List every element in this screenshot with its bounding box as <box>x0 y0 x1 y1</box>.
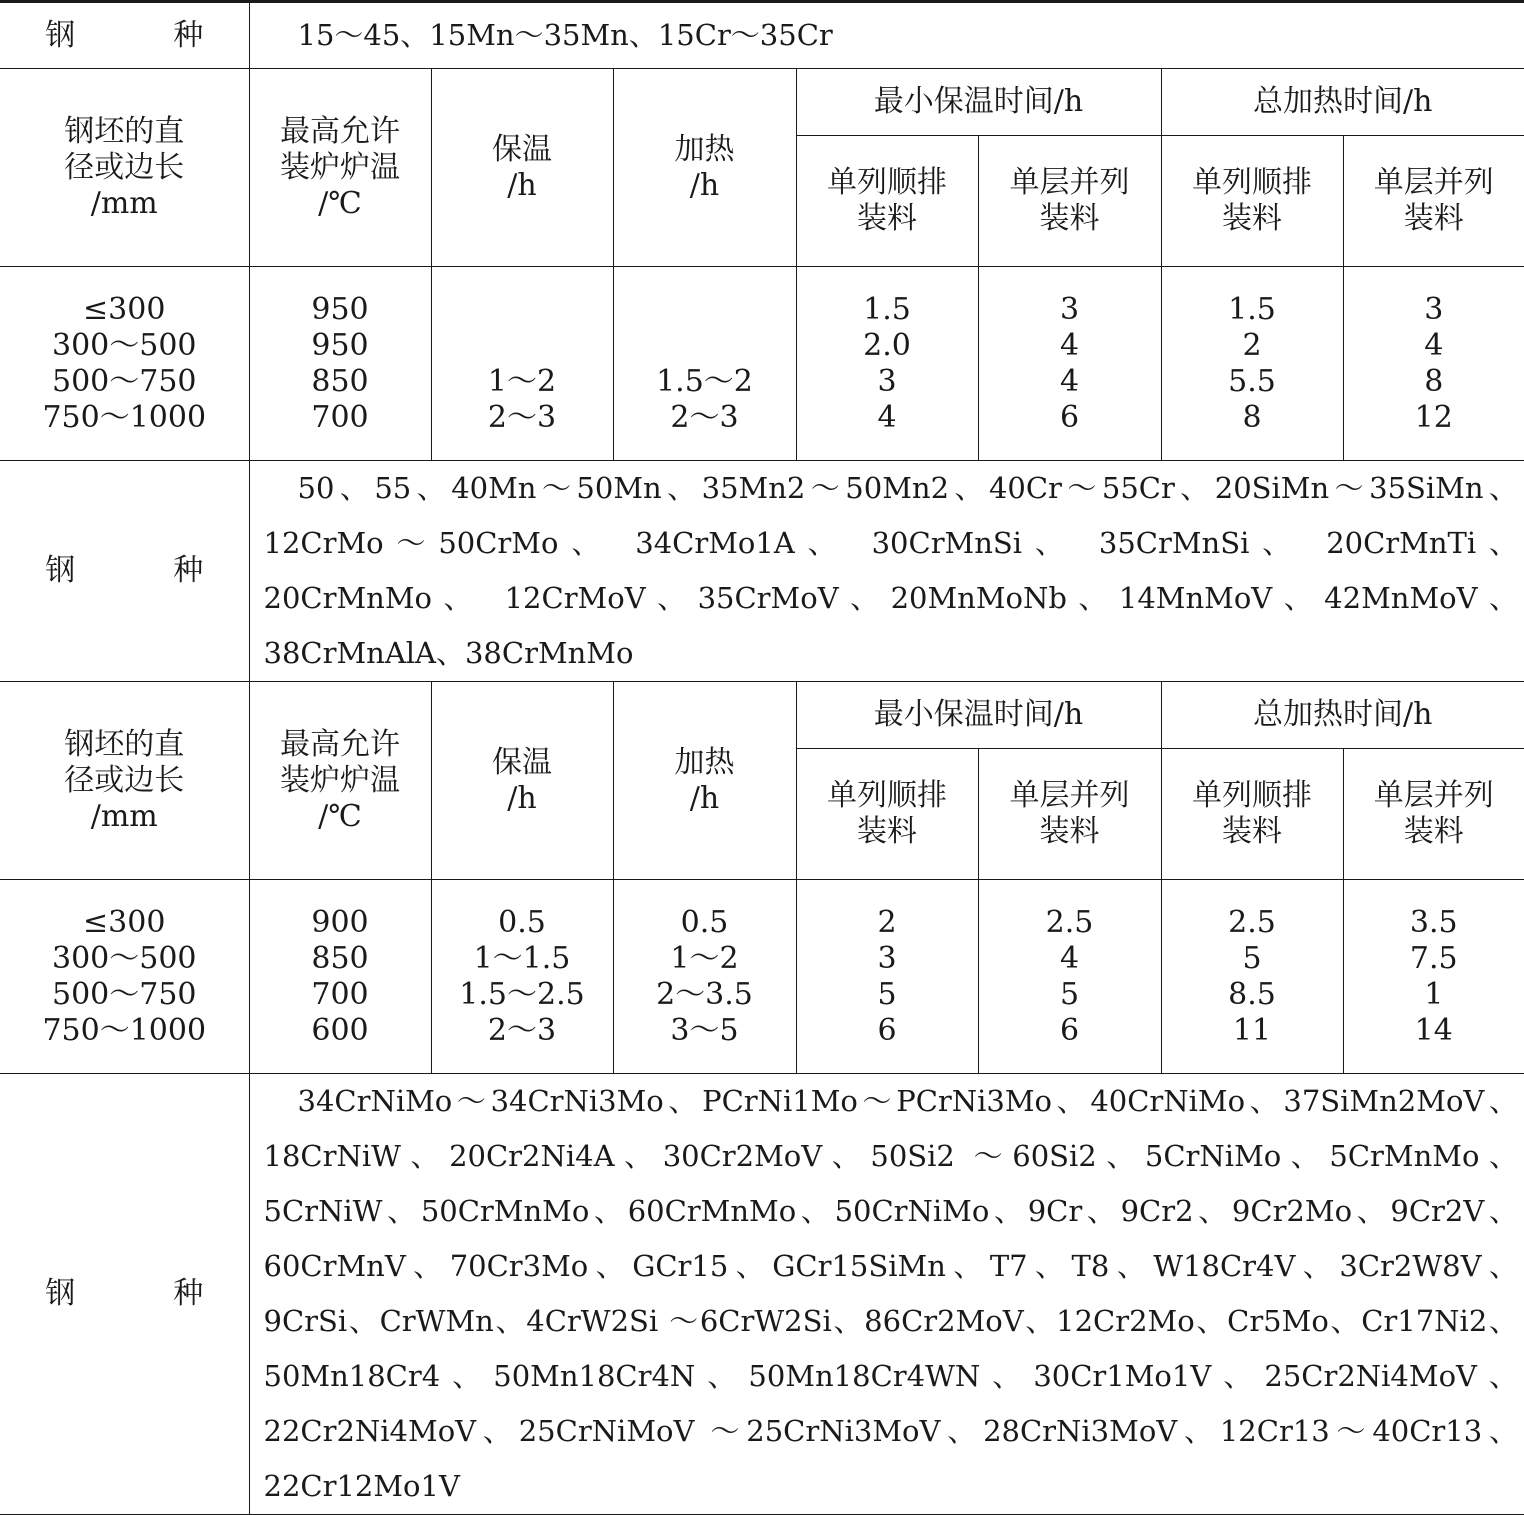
min-hold-row-column: 1.5 2.0 3 4 <box>796 267 978 461</box>
max-temp-column: 900 850 700 600 <box>249 880 431 1074</box>
header-row <box>0 69 1524 136</box>
data-row <box>0 267 1524 461</box>
steel-grade-cell <box>249 461 1524 682</box>
diameter-column: ≤300 300～500 500～750 750～1000 <box>0 880 249 1074</box>
header-total-heat-time: 总加热时间/h <box>1161 682 1524 749</box>
header-heating: 加热 /h <box>613 682 796 880</box>
total-heat-layer-column: 3.5 7.5 1 14 <box>1343 880 1524 1074</box>
header-min-hold-time: 最小保温时间/h <box>796 69 1161 136</box>
header-single-row: 单列顺排 装料 <box>796 136 978 267</box>
min-hold-row-column: 2 3 5 6 <box>796 880 978 1074</box>
header-heating: 加热 /h <box>613 69 796 267</box>
diameter-column: ≤300 300～500 500～750 750～1000 <box>0 267 249 461</box>
steel-grade-text: 50、55、40Mn～50Mn、35Mn2～50Mn2、40Cr～55Cr、20SiMn～35SiMn、12CrMo～50CrMo、 34CrMo1A、 30CrMnSi、 35CrMnSi、 20CrMnTi、 20CrMnMo、 12CrMoV、35CrMoV、20MnMoNb、14MnMoV、42MnMoV、38CrMnAlA、38CrMnMo <box>263 471 1519 670</box>
steel-grade-label: 钢 种 <box>0 2 249 69</box>
min-hold-layer-column: 3 4 4 6 <box>978 267 1161 461</box>
steel-grade-cell <box>249 1074 1524 1515</box>
header-row <box>0 682 1524 749</box>
steel-grade-text: 34CrNiMo～34CrNi3Mo、PCrNi1Mo～PCrNi3Mo、40CrNiMo、37SiMn2MoV、18CrNiW、20Cr2Ni4A、30Cr2MoV、50Si2 ～60Si2、5CrNiMo、5CrMnMo、5CrNiW、50CrMnMo、60CrMnMo、50CrNiMo、9Cr、9Cr2、9Cr2Mo、9Cr2V、60CrMnV、70Cr3Mo、GCr15、GCr15SiMn、T7、T8、W18Cr4V、3Cr2W8V、9CrSi、CrWMn、4CrW2Si ～6CrW2Si、86Cr2MoV、12Cr2Mo、Cr5Mo、Cr17Ni2、50Mn18Cr4、50Mn18Cr4N、50Mn18Cr4WN、30Cr1Mo1V、25Cr2Ni4MoV、22Cr2Ni4MoV、25CrNiMoV ～25CrNi3MoV、28CrNi3MoV、12Cr13～40Cr13、22Cr12Mo1V <box>263 1084 1519 1503</box>
steel-grade-text: 15～45、15Mn～35Mn、15Cr～35Cr <box>297 18 833 52</box>
header-diameter: 钢坯的直 径或边长 /mm <box>0 69 249 267</box>
heating-column: 1.5～2 2～3 <box>613 267 796 461</box>
min-hold-layer-column: 2.5 4 5 6 <box>978 880 1161 1074</box>
header-single-row: 单列顺排 装料 <box>1161 749 1343 880</box>
holding-column: 0.5 1～1.5 1.5～2.5 2～3 <box>431 880 613 1074</box>
data-row <box>0 880 1524 1074</box>
total-heat-layer-column: 3 4 8 12 <box>1343 267 1524 461</box>
header-single-row: 单列顺排 装料 <box>796 749 978 880</box>
header-total-heat-time: 总加热时间/h <box>1161 69 1524 136</box>
header-max-temp: 最高允许 装炉炉温 /℃ <box>249 69 431 267</box>
header-single-layer: 单层并列 装料 <box>1343 749 1524 880</box>
header-single-row: 单列顺排 装料 <box>1161 136 1343 267</box>
header-holding: 保温 /h <box>431 69 613 267</box>
steel-grade-label: 钢 种 <box>0 461 249 682</box>
header-min-hold-time: 最小保温时间/h <box>796 682 1161 749</box>
total-heat-row-column: 2.5 5 8.5 11 <box>1161 880 1343 1074</box>
heating-column: 0.5 1～2 2～3.5 3～5 <box>613 880 796 1074</box>
total-heat-row-column: 1.5 2 5.5 8 <box>1161 267 1343 461</box>
steel-grade-row <box>0 1074 1524 1515</box>
steel-grade-row <box>0 2 1524 69</box>
steel-grade-cell <box>249 2 1524 69</box>
header-single-layer: 单层并列 装料 <box>978 749 1161 880</box>
header-diameter: 钢坯的直 径或边长 /mm <box>0 682 249 880</box>
holding-column: 1～2 2～3 <box>431 267 613 461</box>
steel-grade-label: 钢 种 <box>0 1074 249 1515</box>
header-single-layer: 单层并列 装料 <box>1343 136 1524 267</box>
steel-grade-row <box>0 461 1524 682</box>
header-max-temp: 最高允许 装炉炉温 /℃ <box>249 682 431 880</box>
header-single-layer: 单层并列 装料 <box>978 136 1161 267</box>
header-holding: 保温 /h <box>431 682 613 880</box>
max-temp-column: 950 950 850 700 <box>249 267 431 461</box>
